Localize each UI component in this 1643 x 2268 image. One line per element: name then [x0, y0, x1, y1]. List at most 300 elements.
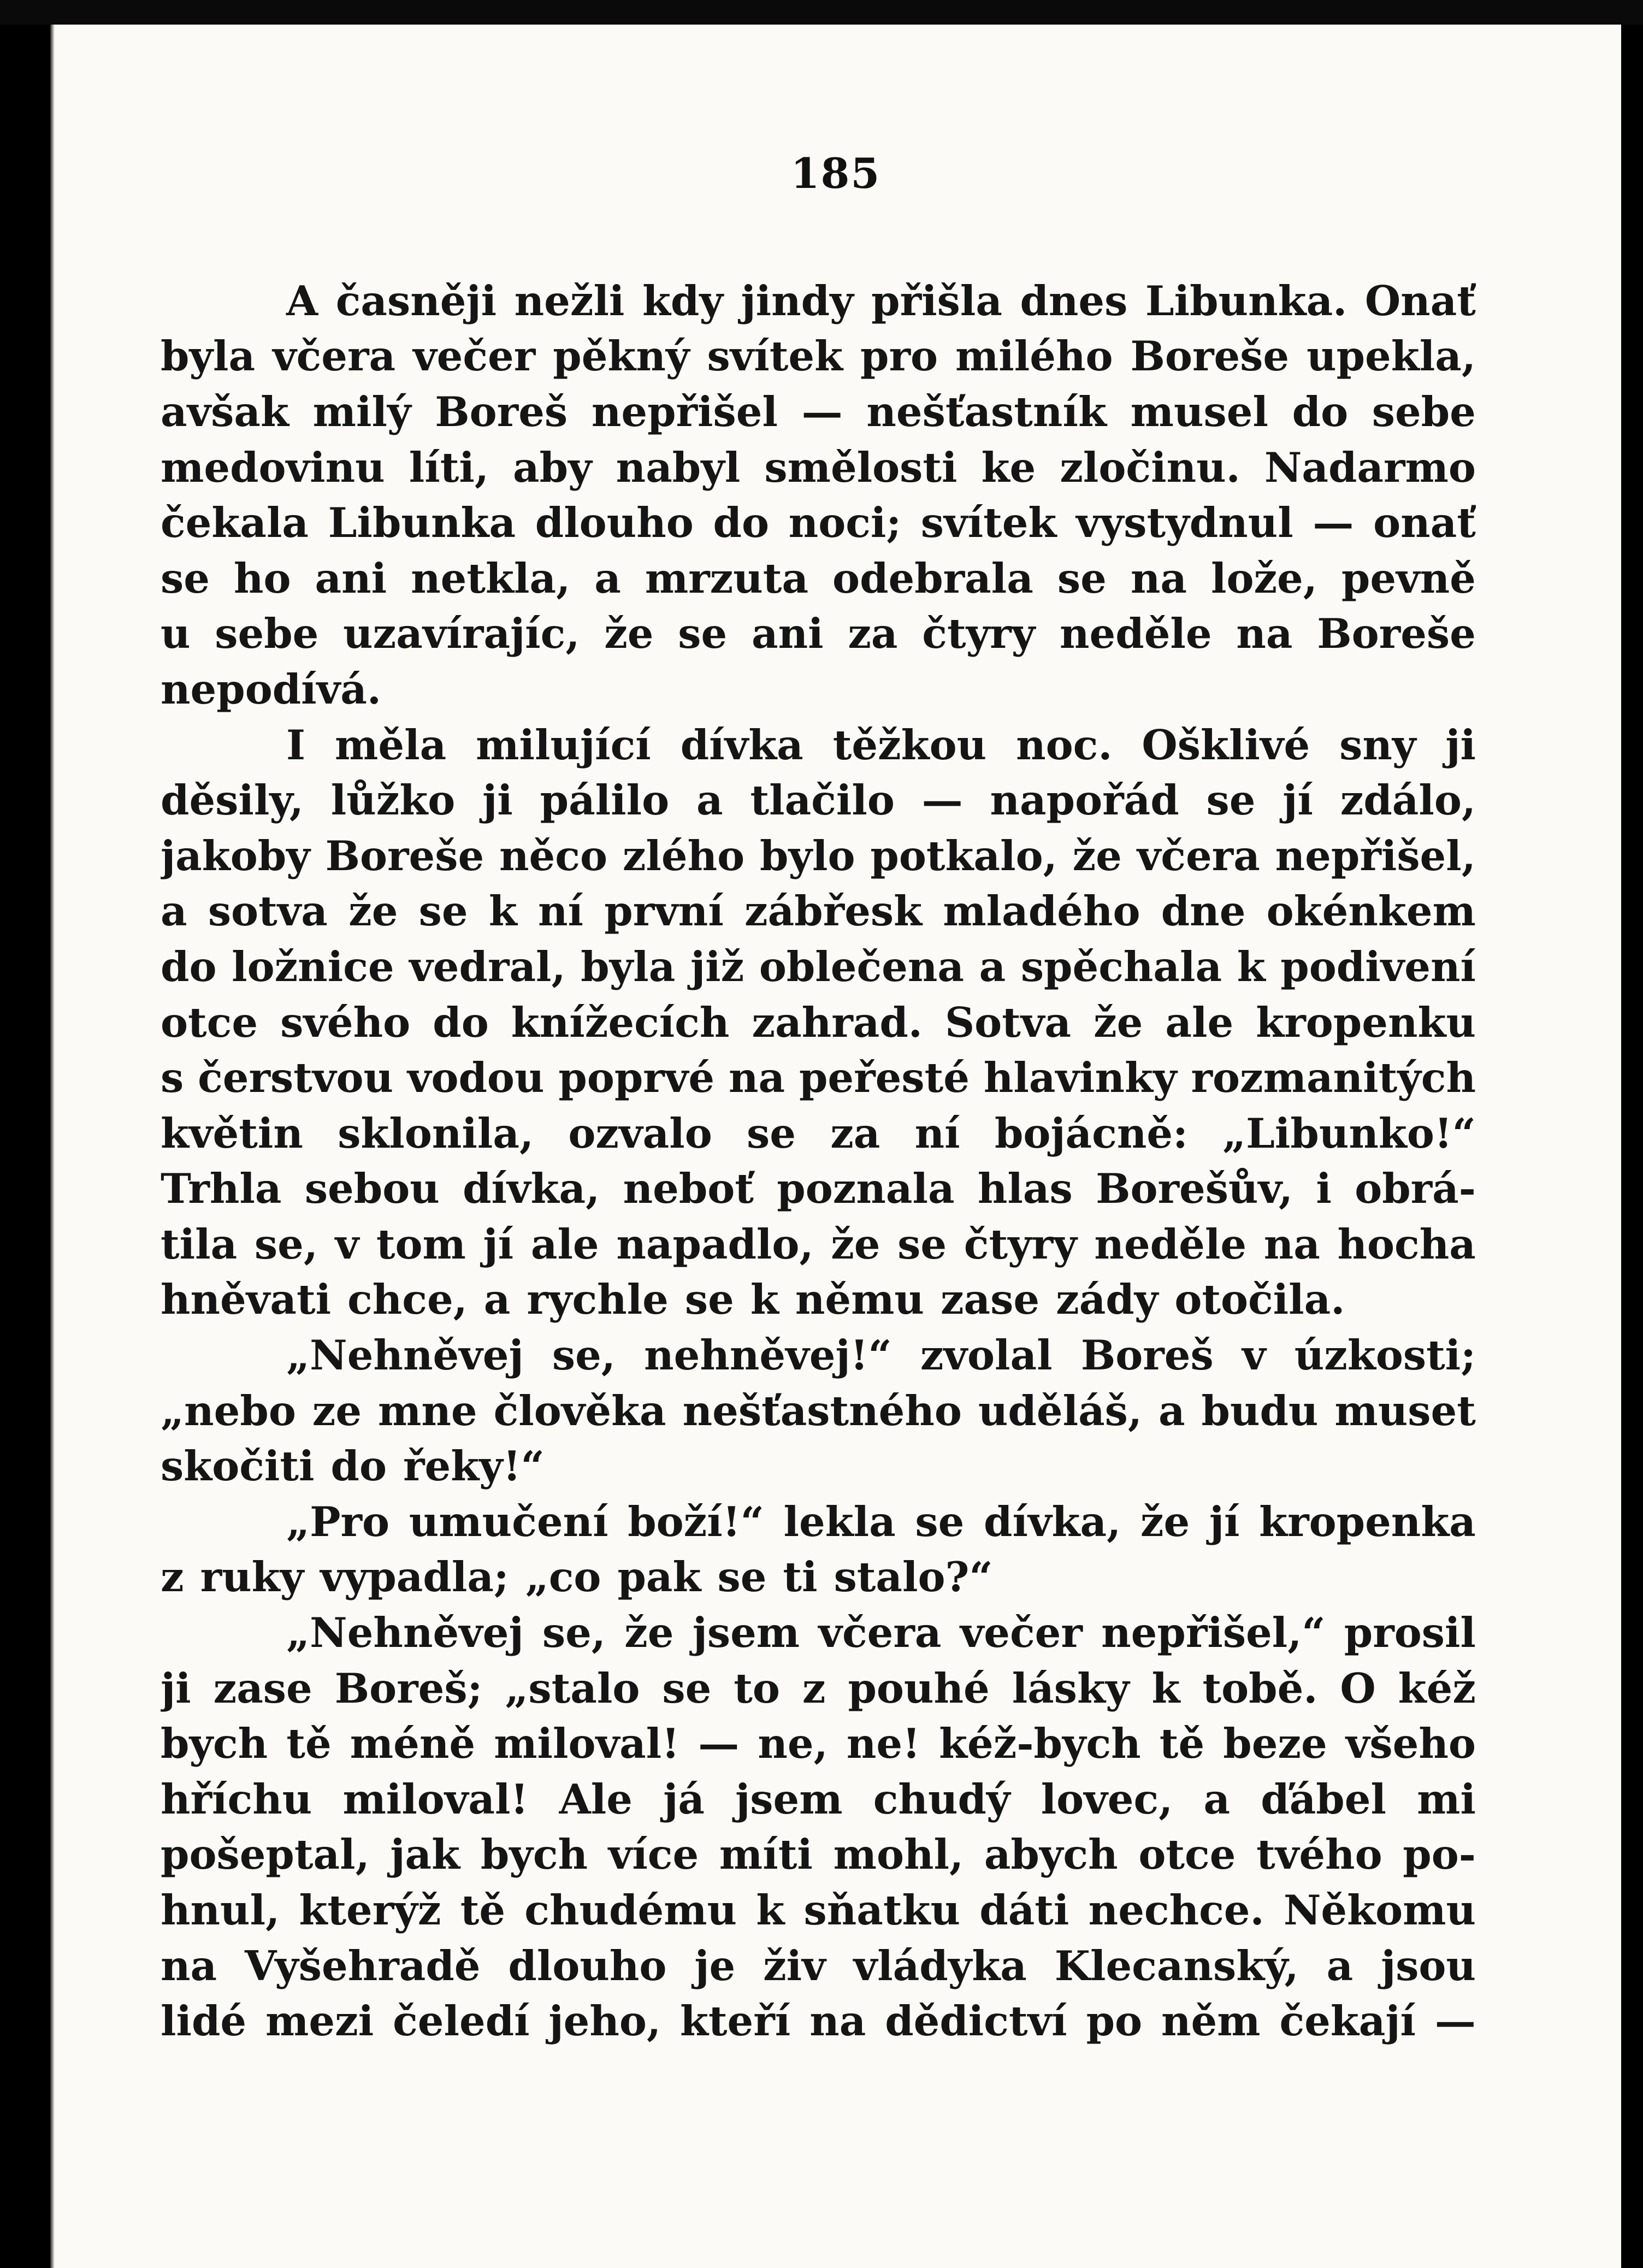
text-line	[161, 828, 1476, 884]
word: lásky	[1012, 1664, 1130, 1712]
text-line	[161, 1438, 1476, 1494]
word: kropenka	[1259, 1497, 1476, 1546]
word: dnes	[1020, 276, 1128, 325]
word: k	[756, 1886, 785, 1935]
word: že	[348, 887, 398, 936]
word: jí	[1209, 1497, 1240, 1546]
word: hříchu	[161, 1775, 312, 1823]
word: ho	[233, 554, 291, 603]
word: jí	[483, 1220, 514, 1268]
word: oblečena	[759, 942, 964, 991]
word: —	[1313, 499, 1354, 547]
word: a	[979, 942, 1006, 991]
word: musel	[1130, 387, 1268, 436]
text-line	[161, 1272, 1476, 1328]
word: vypadla;	[320, 1553, 509, 1602]
text-line	[161, 440, 1476, 495]
word: jak	[390, 1830, 460, 1879]
text-line	[161, 606, 1476, 662]
word: pak	[617, 1553, 701, 1602]
word: Boreše	[1130, 332, 1290, 381]
word: a	[483, 1275, 511, 1324]
word: miloval!	[494, 1720, 680, 1768]
text-line	[161, 329, 1476, 385]
word: že	[624, 1609, 674, 1657]
word: muset	[1334, 1386, 1476, 1435]
word: tvého	[1256, 1830, 1382, 1879]
word: vystydnul	[1076, 499, 1293, 547]
word: —	[698, 1720, 740, 1768]
word: —	[801, 387, 843, 436]
word: hlas	[977, 1165, 1073, 1213]
text-line	[161, 1716, 1476, 1771]
word: Vyšehradě	[245, 1941, 481, 1990]
word: lidé	[161, 1997, 247, 2046]
word: nehněvej!“	[644, 1331, 892, 1380]
word: Libunka	[328, 499, 516, 547]
word: upekla,	[1307, 332, 1476, 381]
text-line	[161, 995, 1476, 1050]
word: dne	[1161, 887, 1246, 936]
word: nepřišel,“	[1101, 1609, 1326, 1657]
word: stalo?“	[834, 1553, 993, 1602]
word: čerstvou	[198, 1054, 394, 1102]
word: z	[161, 1553, 184, 1602]
word: do	[1292, 387, 1349, 436]
word: se	[746, 1109, 796, 1157]
word: a	[594, 554, 621, 603]
word: čekala	[161, 499, 309, 547]
word: něm	[1161, 1997, 1261, 2046]
word: kteří	[679, 1997, 791, 2046]
word: neboť	[623, 1165, 754, 1213]
word: medovinu	[161, 443, 385, 492]
word: se	[915, 1497, 965, 1546]
text-line	[161, 1938, 1476, 1994]
word: dáti	[979, 1886, 1069, 1935]
word: „nebo	[161, 1386, 296, 1435]
word: hlavinky	[983, 1054, 1177, 1102]
word: Boreš	[1080, 1331, 1214, 1380]
word: zvolal	[920, 1331, 1053, 1380]
word: Boreše	[1317, 610, 1476, 658]
word: se	[678, 610, 728, 658]
word: „Libunko!“	[1222, 1109, 1476, 1157]
word: svého	[280, 998, 411, 1047]
word: za	[848, 610, 898, 658]
word: Klecanský,	[1054, 1941, 1299, 1990]
page-number: 185	[790, 149, 881, 198]
word: „co	[525, 1553, 601, 1602]
word: všeho	[1345, 1720, 1476, 1768]
word: podivení	[1280, 942, 1476, 991]
word: nežli	[514, 276, 625, 325]
word: včera	[1137, 831, 1260, 880]
word: čtyry	[964, 1220, 1077, 1268]
word: pálilo	[540, 776, 670, 825]
word: okénkem	[1266, 887, 1476, 936]
word: zase	[213, 1664, 312, 1712]
word: že	[1094, 998, 1143, 1047]
text-line	[161, 939, 1476, 995]
word: mohl,	[833, 1830, 964, 1879]
word: a	[1203, 1775, 1231, 1823]
word: živ	[763, 1941, 826, 1990]
word: a	[1326, 1941, 1354, 1990]
word: hocha	[1337, 1220, 1476, 1268]
word: Trhla	[161, 1165, 282, 1213]
word: Nadarmo	[1264, 443, 1476, 492]
word: „Nehněvej	[286, 1331, 524, 1380]
word: do	[713, 499, 769, 547]
word: napadlo,	[616, 1220, 814, 1268]
word: mezi	[265, 1997, 374, 2046]
word: rozmanitých	[1191, 1054, 1476, 1102]
word: v	[1242, 1331, 1266, 1380]
text-line	[161, 772, 1476, 828]
word: k	[1237, 942, 1266, 991]
word: bylo	[760, 831, 855, 880]
word: ani	[751, 610, 824, 658]
word: na	[728, 1054, 785, 1102]
word: tě	[286, 1720, 332, 1768]
word: Borešův,	[1096, 1165, 1293, 1213]
word: „stalo	[505, 1664, 640, 1712]
word: jakoby	[161, 831, 310, 880]
text-line	[161, 495, 1476, 551]
word: milý	[312, 387, 411, 436]
word: dívka,	[984, 1497, 1121, 1546]
text-line	[161, 1993, 1476, 2049]
word: boží!“	[628, 1497, 764, 1546]
word: beze	[1223, 1720, 1327, 1768]
word: onať	[1373, 499, 1476, 547]
word: peřesté	[799, 1054, 970, 1102]
word: míti	[719, 1830, 813, 1879]
text-line	[161, 1550, 1476, 1605]
word: se,	[542, 1609, 606, 1657]
word: poprvé	[558, 1054, 715, 1102]
word: chudému	[524, 1886, 737, 1935]
word: uděláš,	[978, 1386, 1143, 1435]
word: pouhé	[848, 1664, 990, 1712]
word: ruky	[200, 1553, 304, 1602]
word: ne!	[846, 1720, 920, 1768]
word: na	[1236, 610, 1293, 658]
word: jsou	[1381, 1941, 1476, 1990]
word: —	[921, 776, 963, 825]
word: člověka	[493, 1386, 666, 1435]
word: němu	[795, 1275, 924, 1324]
word: mladého	[943, 887, 1140, 936]
word: milého	[955, 332, 1113, 381]
word: zase	[940, 1275, 1040, 1324]
word: po	[1086, 1997, 1143, 2046]
word: Sotva	[944, 998, 1071, 1047]
word: dívka	[680, 720, 803, 769]
word: skočiti	[161, 1442, 315, 1491]
word: lovec,	[1041, 1775, 1173, 1823]
word: já	[663, 1775, 705, 1823]
word: kterýž	[299, 1886, 441, 1935]
word: něco	[499, 831, 607, 880]
word: na	[161, 1941, 217, 1990]
text-line	[161, 1106, 1476, 1161]
word: vedral,	[409, 942, 566, 991]
word: „Pro	[286, 1497, 390, 1546]
word: ďábel	[1261, 1775, 1386, 1823]
word: se,	[552, 1331, 616, 1380]
word: již	[690, 942, 744, 991]
word: obrá-	[1355, 1165, 1476, 1213]
word: rychle	[527, 1275, 669, 1324]
word: chce,	[347, 1275, 468, 1324]
word: to	[734, 1664, 780, 1712]
word: potkalo,	[870, 831, 1057, 880]
word: Boreš;	[334, 1664, 483, 1712]
text-line	[161, 1327, 1476, 1383]
word: byla	[581, 942, 676, 991]
word: miloval!	[342, 1775, 529, 1823]
word: nabyl	[616, 443, 741, 492]
word: Ošklivé	[1142, 720, 1310, 769]
text-line	[161, 273, 1476, 329]
word: tobě.	[1202, 1664, 1318, 1712]
word: více	[608, 1830, 699, 1879]
word: spěchala	[1020, 942, 1222, 991]
word: neděle	[1060, 610, 1212, 658]
text-line	[161, 1216, 1476, 1272]
word: napořád	[990, 776, 1179, 825]
word: ze	[312, 1386, 362, 1435]
word: pěkný	[553, 332, 690, 381]
word: mrzuta	[645, 554, 809, 603]
text-line	[161, 1050, 1476, 1106]
word: že	[831, 1220, 880, 1268]
word: se	[897, 1220, 947, 1268]
word: první	[604, 887, 724, 936]
word: odebrala	[832, 554, 1033, 603]
scan-top-edge	[0, 0, 1643, 25]
word: hnul,	[161, 1886, 280, 1935]
word: smělosti	[764, 443, 958, 492]
word: prosil	[1344, 1609, 1476, 1657]
word: zahrad.	[752, 998, 923, 1047]
word: ní	[538, 887, 584, 936]
word: Onať	[1364, 276, 1476, 325]
word: na	[1130, 554, 1187, 603]
text-line	[161, 551, 1476, 606]
word: že	[1140, 1497, 1190, 1546]
word: noc.	[1016, 720, 1113, 769]
word: sňatku	[803, 1886, 961, 1935]
word: z	[802, 1664, 826, 1712]
word: zábřesk	[744, 887, 923, 936]
word: se	[717, 1553, 767, 1602]
word: aby	[513, 443, 592, 492]
text-line	[161, 1882, 1476, 1938]
word: ti	[783, 1553, 818, 1602]
text-line	[161, 1494, 1476, 1550]
word: byla	[161, 332, 256, 381]
word: že	[1072, 831, 1122, 880]
word: Někomu	[1283, 1886, 1476, 1935]
word: svítek	[920, 499, 1057, 547]
word: nepřišel,	[1275, 831, 1476, 880]
word: vodou	[407, 1054, 545, 1102]
word: vládyka	[853, 1941, 1027, 1990]
word: líti,	[409, 443, 489, 492]
word: hněvati	[161, 1275, 332, 1324]
word: večer	[960, 1609, 1083, 1657]
word: a	[696, 776, 723, 825]
word: Ale	[559, 1775, 633, 1823]
word: na	[809, 1997, 866, 2046]
word: bych	[161, 1720, 268, 1768]
word: se	[418, 887, 468, 936]
word: ji	[161, 1664, 191, 1712]
word: ke	[981, 443, 1036, 492]
word: se	[684, 1275, 734, 1324]
word: a	[161, 887, 187, 936]
word: zády	[1056, 1275, 1159, 1324]
word: čekají	[1279, 1997, 1416, 2046]
word: nepřišel	[591, 387, 778, 436]
word: pošeptal,	[161, 1830, 370, 1879]
word: netkla,	[411, 554, 571, 603]
text-line	[161, 384, 1476, 440]
word: do	[433, 998, 489, 1047]
word: sebou	[304, 1165, 440, 1213]
word: sklonila,	[338, 1109, 534, 1157]
word: čeledí	[393, 1997, 530, 2046]
word: květin	[161, 1109, 303, 1157]
word: ale	[1165, 998, 1234, 1047]
word: méně	[350, 1720, 476, 1768]
word: dlouho	[508, 1941, 667, 1990]
word: kropenku	[1256, 998, 1476, 1047]
word: sebe	[215, 610, 319, 658]
word: úzkosti;	[1294, 1331, 1476, 1380]
word: v	[335, 1220, 359, 1268]
word: jsem	[692, 1609, 800, 1657]
book-page	[50, 25, 1621, 2268]
word: O	[1340, 1664, 1376, 1712]
word: kéž	[1398, 1664, 1476, 1712]
word: pevně	[1341, 554, 1476, 603]
word: ložnice	[232, 942, 394, 991]
word: dědictví	[885, 1997, 1067, 2046]
word: se	[161, 554, 210, 603]
word: neděle	[1094, 1220, 1247, 1268]
text-line	[161, 1827, 1476, 1883]
word: „Nehněvej	[286, 1609, 524, 1657]
word: děsily,	[161, 776, 304, 825]
text-line	[161, 662, 1476, 717]
word: tě	[460, 1886, 506, 1935]
word: zločinu.	[1060, 443, 1240, 492]
word: tě	[1159, 1720, 1205, 1768]
word: je	[694, 1941, 736, 1990]
word: ji	[1445, 720, 1476, 769]
word: do	[330, 1442, 387, 1491]
word: —	[1434, 1997, 1476, 2046]
word: nešťastného	[682, 1386, 962, 1435]
word: na	[1263, 1220, 1320, 1268]
text-line	[161, 1771, 1476, 1827]
word: u	[161, 610, 191, 658]
word: po-	[1403, 1830, 1476, 1879]
word: do	[161, 942, 217, 991]
word: avšak	[161, 387, 289, 436]
word: že	[604, 610, 654, 658]
word: k	[488, 887, 517, 936]
word: noci;	[788, 499, 902, 547]
word: otce	[1138, 1830, 1236, 1879]
word: s	[161, 1054, 184, 1102]
word: jsem	[735, 1775, 843, 1823]
text-line	[161, 717, 1476, 773]
word: se	[1057, 554, 1107, 603]
word: ní	[914, 1109, 960, 1157]
word: ale	[530, 1220, 599, 1268]
word: mne	[378, 1386, 477, 1435]
word: se,	[254, 1220, 318, 1268]
text-line	[161, 1605, 1476, 1661]
word: lekla	[783, 1497, 896, 1546]
word: sotva	[208, 887, 328, 936]
word: se	[662, 1664, 712, 1712]
word: uzavírajíc,	[343, 610, 580, 658]
word: kéž-bych	[939, 1720, 1141, 1768]
word: zlého	[622, 831, 745, 880]
word: jí	[1283, 776, 1313, 825]
word: poznala	[777, 1165, 955, 1213]
text-line	[161, 1161, 1476, 1217]
word: těžkou	[832, 720, 987, 769]
word: nechce.	[1088, 1886, 1264, 1935]
text-line	[161, 884, 1476, 940]
word: měla	[335, 720, 447, 769]
word: nepodívá.	[161, 665, 381, 713]
word: bojácně:	[994, 1109, 1188, 1157]
word: nešťastník	[866, 387, 1107, 436]
word: svítek	[707, 332, 843, 381]
word: kdy	[642, 276, 723, 325]
word: milující	[476, 720, 651, 769]
word: se	[1206, 776, 1256, 825]
word: knížecích	[511, 998, 730, 1047]
word: sebe	[1372, 387, 1476, 436]
text-line	[161, 1661, 1476, 1716]
word: dlouho	[535, 499, 694, 547]
text-line	[161, 1383, 1476, 1439]
word: ani	[315, 554, 387, 603]
word: tila	[161, 1220, 238, 1268]
word: k	[750, 1275, 779, 1324]
word: lože,	[1210, 554, 1317, 603]
word: a	[1158, 1386, 1185, 1435]
body-text	[161, 273, 1476, 2049]
word: umučení	[409, 1497, 608, 1546]
word: tom	[376, 1220, 466, 1268]
word: otce	[161, 998, 258, 1047]
word: Boreš	[435, 387, 568, 436]
word: lůžko	[330, 776, 456, 825]
word: ozvalo	[568, 1109, 712, 1157]
word: i	[1316, 1165, 1332, 1213]
word: jeho,	[548, 1997, 661, 2046]
